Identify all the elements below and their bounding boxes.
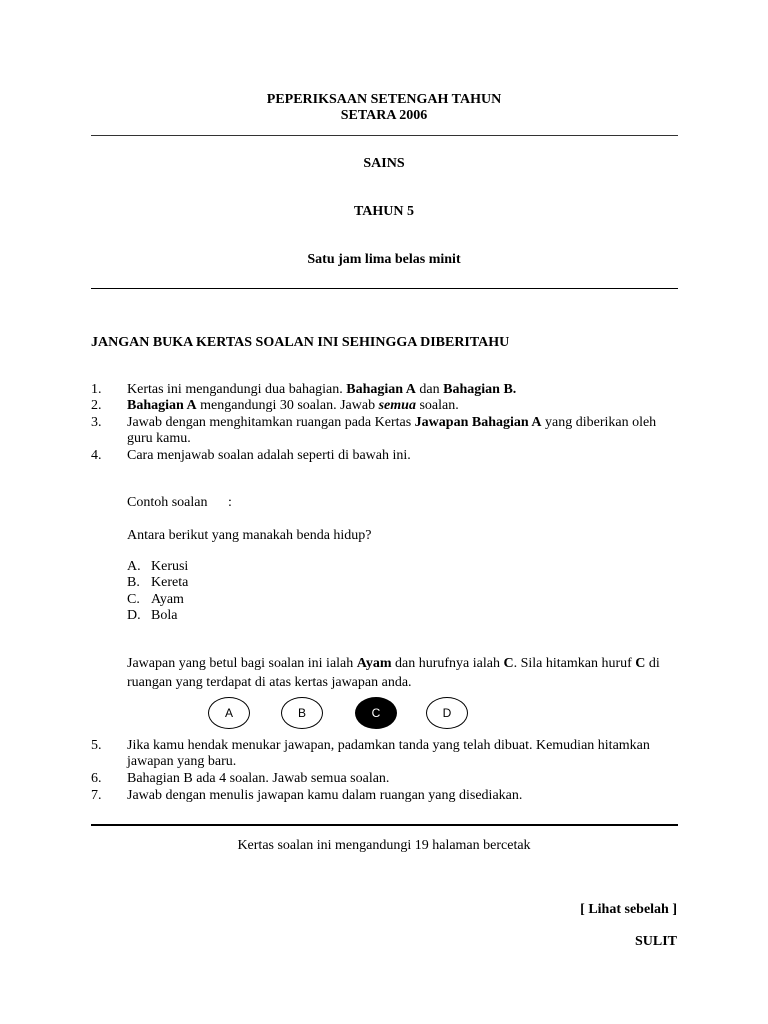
example-label: Contoh soalan	[127, 495, 208, 510]
instruction-text: Jawab dengan menulis jawapan kamu dalam ruangan yang disediakan.	[127, 788, 523, 803]
instruction-number: 4.	[91, 448, 102, 463]
bottom-divider	[91, 824, 678, 826]
option-letter: D.	[127, 608, 141, 623]
instruction-text: Kertas ini mengandungi dua bahagian. Bahagian A dan Bahagian B.	[127, 382, 517, 397]
answer-bubble-c-filled: C	[355, 697, 397, 729]
explanation-line: Jawapan yang betul bagi soalan ini ialah Ayam dan hurufnya ialah C. Sila hitamkan huruf C di	[127, 656, 660, 671]
option-text: Kereta	[151, 575, 189, 590]
instruction-number: 5.	[91, 738, 102, 753]
duration-label: Satu jam lima belas minit	[307, 252, 461, 267]
year-label: TAHUN 5	[353, 204, 415, 219]
example-question: Antara berikut yang manakah benda hidup?	[127, 528, 372, 543]
instruction-text: Bahagian B ada 4 soalan. Jawab semua soalan.	[127, 771, 390, 786]
classification-label: SULIT	[634, 934, 677, 949]
option-letter: B.	[127, 575, 140, 590]
instruction-text: Jika kamu hendak menukar jawapan, padamkan tanda yang telah dibuat. Kemudian hitamkan	[127, 738, 650, 753]
instruction-text-continued: jawapan yang baru.	[127, 754, 237, 769]
warning-heading: JANGAN BUKA KERTAS SOALAN INI SEHINGGA DIBERITAHU	[91, 335, 510, 350]
middle-divider	[91, 288, 678, 289]
page-count-note: Kertas soalan ini mengandungi 19 halaman bercetak	[237, 838, 531, 853]
instruction-number: 3.	[91, 415, 102, 430]
instruction-number: 1.	[91, 382, 102, 397]
instruction-number: 7.	[91, 788, 102, 803]
answer-bubble-a: A	[208, 697, 250, 729]
subject-title: SAINS	[363, 156, 405, 171]
instruction-number: 2.	[91, 398, 102, 413]
top-divider	[91, 135, 678, 136]
exam-title: PEPERIKSAAN SETENGAH TAHUN	[266, 92, 502, 107]
option-text: Bola	[151, 608, 178, 623]
instruction-text: Jawab dengan menghitamkan ruangan pada Kertas Jawapan Bahagian A yang diberikan oleh	[127, 415, 657, 430]
instruction-text: Bahagian A mengandungi 30 soalan. Jawab semua soalan.	[127, 398, 459, 413]
answer-bubble-b: B	[281, 697, 323, 729]
instruction-text: Cara menjawab soalan adalah seperti di bawah ini.	[127, 448, 411, 463]
explanation-line: ruangan yang terdapat di atas kertas jawapan anda.	[127, 675, 412, 690]
turn-over-note: [ Lihat sebelah ]	[580, 902, 677, 917]
exam-subtitle: SETARA 2006	[340, 108, 428, 123]
option-text: Kerusi	[151, 559, 189, 574]
answer-bubble-d: D	[426, 697, 468, 729]
example-colon: :	[228, 495, 232, 510]
instruction-number: 6.	[91, 771, 102, 786]
option-letter: A.	[127, 559, 141, 574]
option-text: Ayam	[151, 592, 184, 607]
instruction-text-continued: guru kamu.	[127, 431, 191, 446]
option-letter: C.	[127, 592, 140, 607]
